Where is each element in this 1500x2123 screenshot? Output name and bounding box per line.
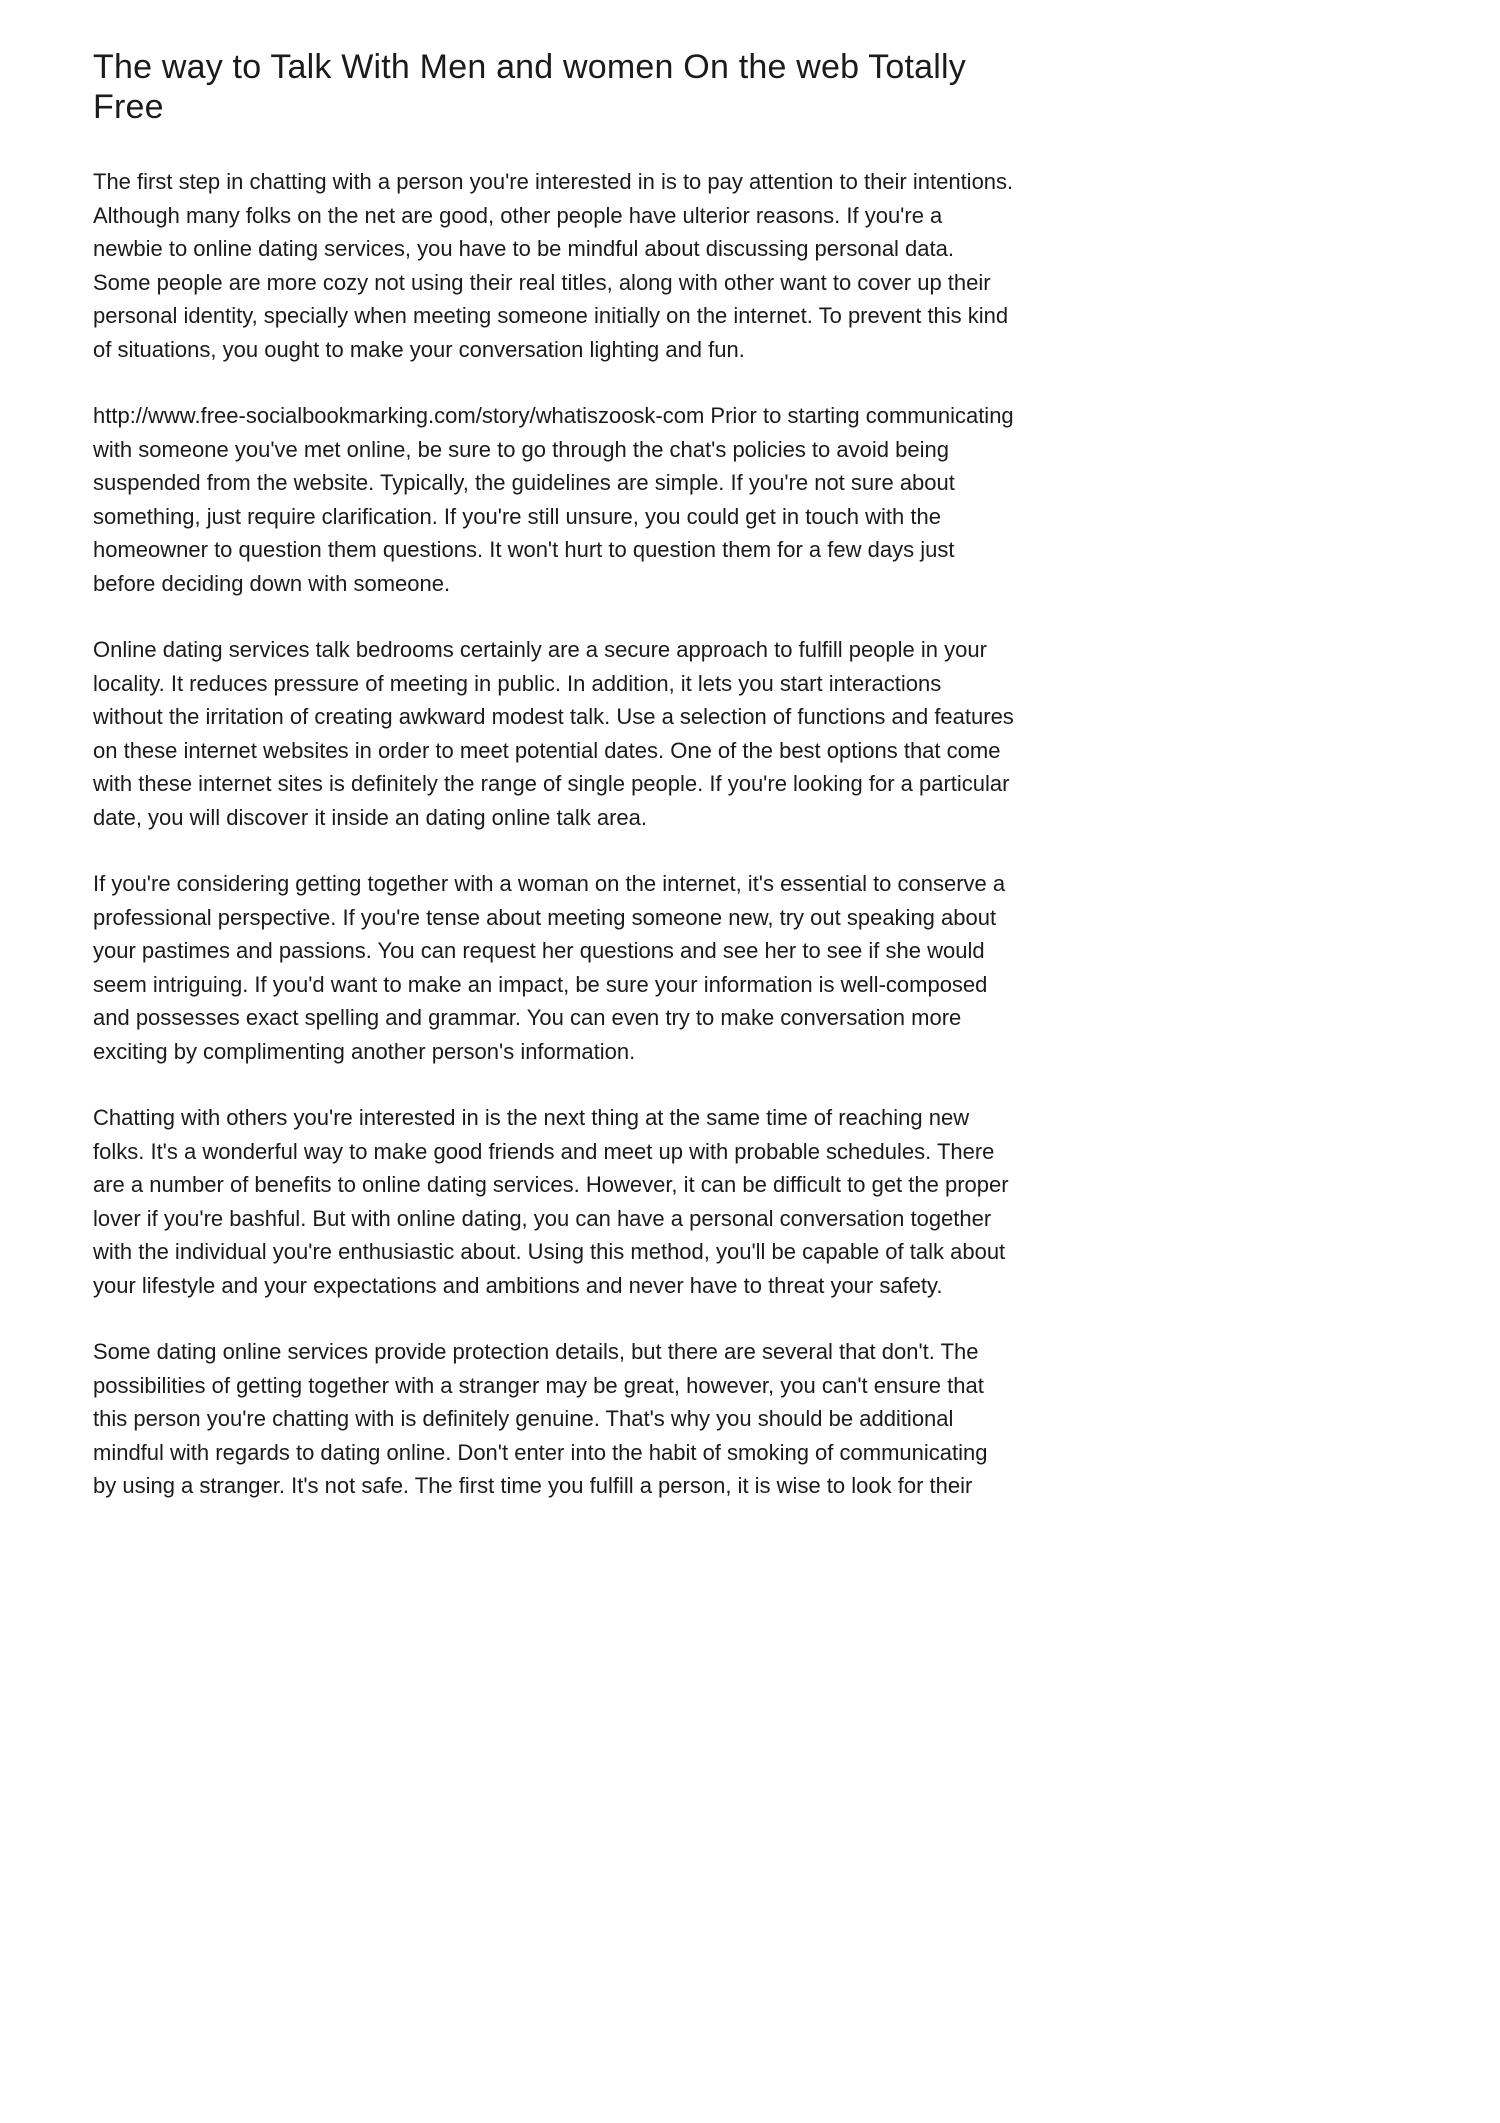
paragraph-professional-perspective: If you're considering getting together with a woman on the internet, it's essential to conserve a professional perspective. If you're tense about meeting someone new, try out speaking about your pastimes and passions. You can request her questions and see her to see if she would seem intriguing. If you'd want to make an impact, be sure your information is well-composed and possesses exact spelling and grammar. You can even try to make conversation more exciting by complimenting another person's information.: [93, 871, 1006, 1064]
paragraph-meeting-new-people: Chatting with others you're interested in is the next thing at the same time of reaching new folks. It's a wonderful way to make good friends and meet up with probable schedules. There are a number of benefits to online dating services. However, it can be difficult to get the proper lover if you're bashful. But with online dating, you can have a personal conversation together with the individual you're enthusiastic about. Using this method, you'll be capable of talk about your lifestyle and your expectations and ambitions and never have to threat your safety.: [93, 1105, 1009, 1298]
paragraph-url-policies: http://www.free-socialbookmarking.com/story/whatiszoosk-com Prior to starting communicating with someone you've met online, be sure to go through the chat's policies to avoid being suspended from the website. Typically, the guidelines are simple. If you're not sure about something, just require clarification. If you're still unsure, you could get in touch with the homeowner to question them questions. It won't hurt to question them for a few days just before deciding down with someone.: [93, 403, 1014, 596]
paragraph-intro: The first step in chatting with a person you're interested in is to pay attention to their intentions. Although many folks on the net are good, other people have ulterior reasons. If you're a newbie to online dating services, you have to be mindful about discussing personal data. Some people are more cozy not using their real titles, along with other want to cover up their personal identity, specially when meeting someone initially on the internet. To prevent this kind of situations, you ought to make your conversation lighting and fun.: [93, 169, 1014, 362]
paragraph-safety: Some dating online services provide protection details, but there are several that don't. The possibilities of getting together with a stranger may be great, however, you can't ensure that this person you're chatting with is definitely genuine. That's why you should be additional mindful with regards to dating online. Don't enter into the habit of smoking of communicating by using a stranger. It's not safe. The first time you fulfill a person, it is wise to look for their: [93, 1339, 988, 1499]
paragraph-chat-rooms: Online dating services talk bedrooms certainly are a secure approach to fulfill people in your locality. It reduces pressure of meeting in public. In addition, it lets you start interactions without the irritation of creating awkward modest talk. Use a selection of functions and features on these internet websites in order to meet potential dates. One of the best options that come with these internet sites is definitely the range of single people. If you're looking for a particular date, you will discover it inside an dating online talk area.: [93, 637, 1014, 830]
page-title: The way to Talk With Men and women On the web Totally Free: [93, 48, 966, 127]
article-page: [0, 0, 1015, 1503]
